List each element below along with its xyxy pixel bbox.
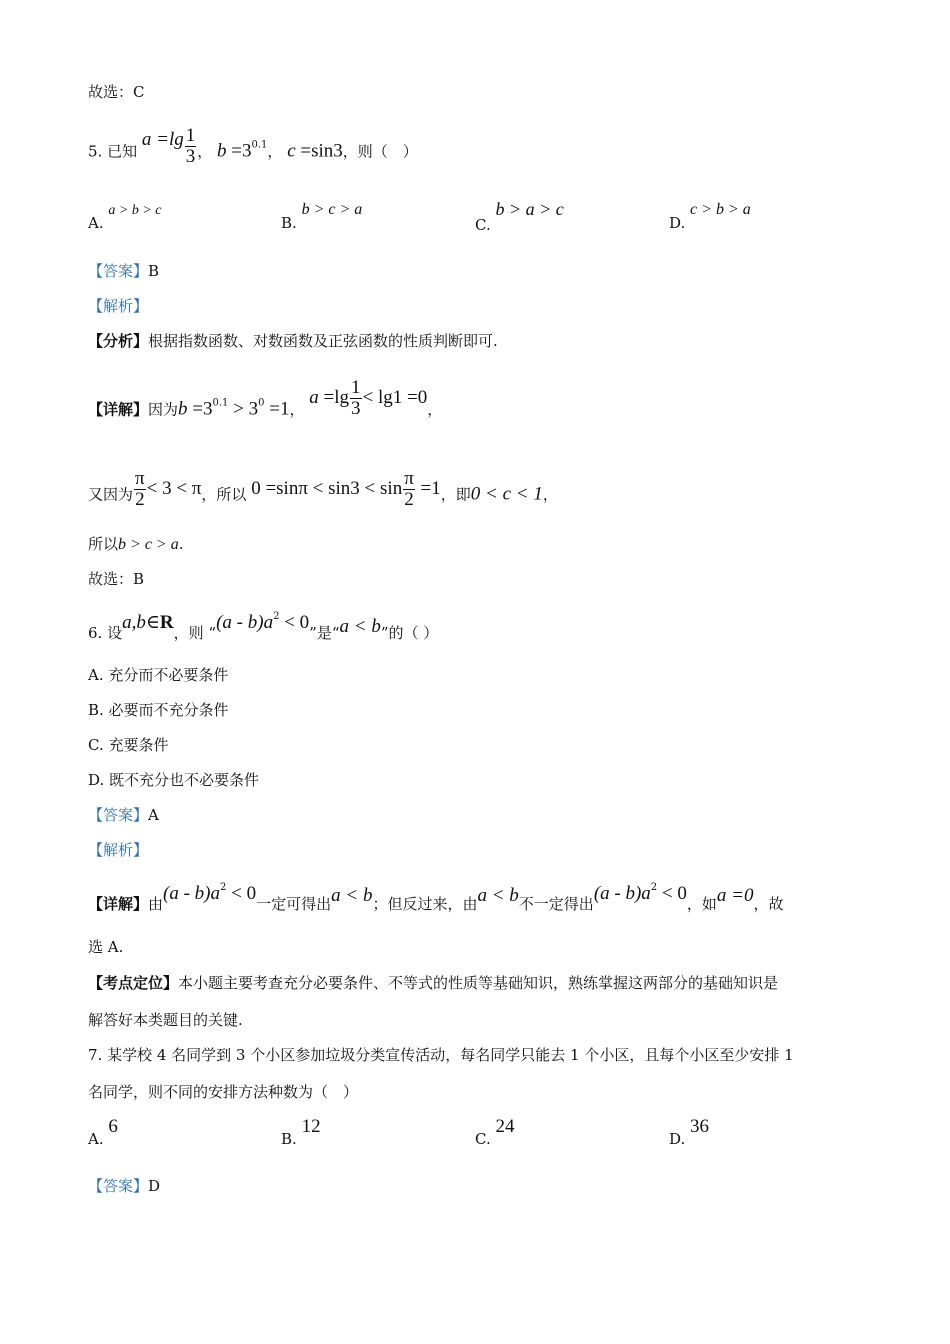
q5-option-a: A. a > b > c	[88, 203, 162, 232]
q5-b-exp: 0.1	[251, 139, 268, 151]
q5-choice: 故选：B	[88, 570, 145, 588]
q6-answer: 【答案】A	[88, 806, 159, 824]
q5-a-expr: a =lg	[141, 128, 184, 150]
q6-option-b: B. 必要而不充分条件	[88, 701, 229, 719]
q5-detail-1: 【详解】因为$b =3^{0.1} > 3^0 =1$， a =lg $\frac{1}{3}$ < lg1 =0，	[88, 377, 443, 420]
q7-stem-1: 7. 某学校 4 名同学到 3 个小区参加垃圾分类宣传活动，每名同学只能去 1 个小区，且每个小区至少安排 1	[88, 1046, 794, 1064]
q5-fenxi: 【分析】根据指数函数、对数函数及正弦函数的性质判断即可.	[88, 332, 498, 350]
q5-option-d: D. c > b > a	[669, 201, 751, 232]
q5-detail-3: 所以b > c > a.	[88, 535, 184, 553]
q5-frac-num: 1	[185, 125, 196, 146]
q5-c-eq: =sin3	[295, 140, 343, 162]
q5-stem	[88, 125, 418, 173]
q6-kaodian: 【考点定位】本小题主要考查充分必要条件、不等式的性质等基础知识，熟练掌握这两部分的基础知识是	[88, 974, 779, 992]
q5-b-eq: =3	[226, 140, 252, 162]
q6-option-c: C. 充要条件	[88, 736, 169, 754]
q6-stem: 6. 设a,b∈R，则 “$(a - b)a^2 < 0$”是“a < b”的（ ）	[88, 611, 439, 642]
q5-frac	[185, 126, 197, 167]
q5-stem-suffix: ，则（ ）	[342, 142, 418, 161]
q5-analysis-tag: 【解析】	[88, 297, 149, 315]
q5-option-b: B. b > c > a	[281, 201, 363, 232]
q5-detail-2: 又因为 $\frac{\pi}{2}$ < 3 < π，所以 0 =sinπ < sin3 < sin $\frac{\pi}{2}$ =1，即0 < c < 1，	[88, 468, 558, 510]
q5-sep2: ，	[267, 142, 283, 161]
q4-choice: 故选：C	[88, 83, 145, 101]
q6-analysis-tag: 【解析】	[88, 841, 149, 859]
q5-frac-den: 3	[185, 146, 196, 167]
q5-option-c: C. b > a > c	[475, 199, 564, 234]
q7-option-d: D. 36	[669, 1116, 710, 1148]
q6-option-a: A. 充分而不必要条件	[88, 666, 229, 684]
q5-c-var: c	[287, 140, 296, 162]
q7-stem-2: 名同学，则不同的安排方法种数为（ ）	[88, 1083, 359, 1101]
q6-detail-2: 选 A.	[88, 938, 124, 956]
q5-b-var: b	[217, 140, 227, 162]
q5-answer: 【答案】B	[88, 262, 160, 280]
q7-option-c: C. 24	[475, 1116, 515, 1148]
q5-stem-prefix: 5. 已知	[88, 142, 138, 161]
q7-option-b: B. 12	[281, 1116, 321, 1148]
q5-sep1: ，	[197, 142, 213, 161]
q6-option-d: D. 既不充分也不必要条件	[88, 771, 260, 789]
q6-kaodian-2: 解答好本类题目的关键.	[88, 1011, 243, 1029]
q7-answer: 【答案】D	[88, 1177, 161, 1195]
q7-option-a: A. 6	[88, 1116, 118, 1148]
q6-detail-1: 【详解】由$(a - b)a^2 < 0$一定可得出a < b；但反过来，由a < b不一定得出$(a - b)a^2 < 0$，如a =0，故	[88, 882, 784, 913]
